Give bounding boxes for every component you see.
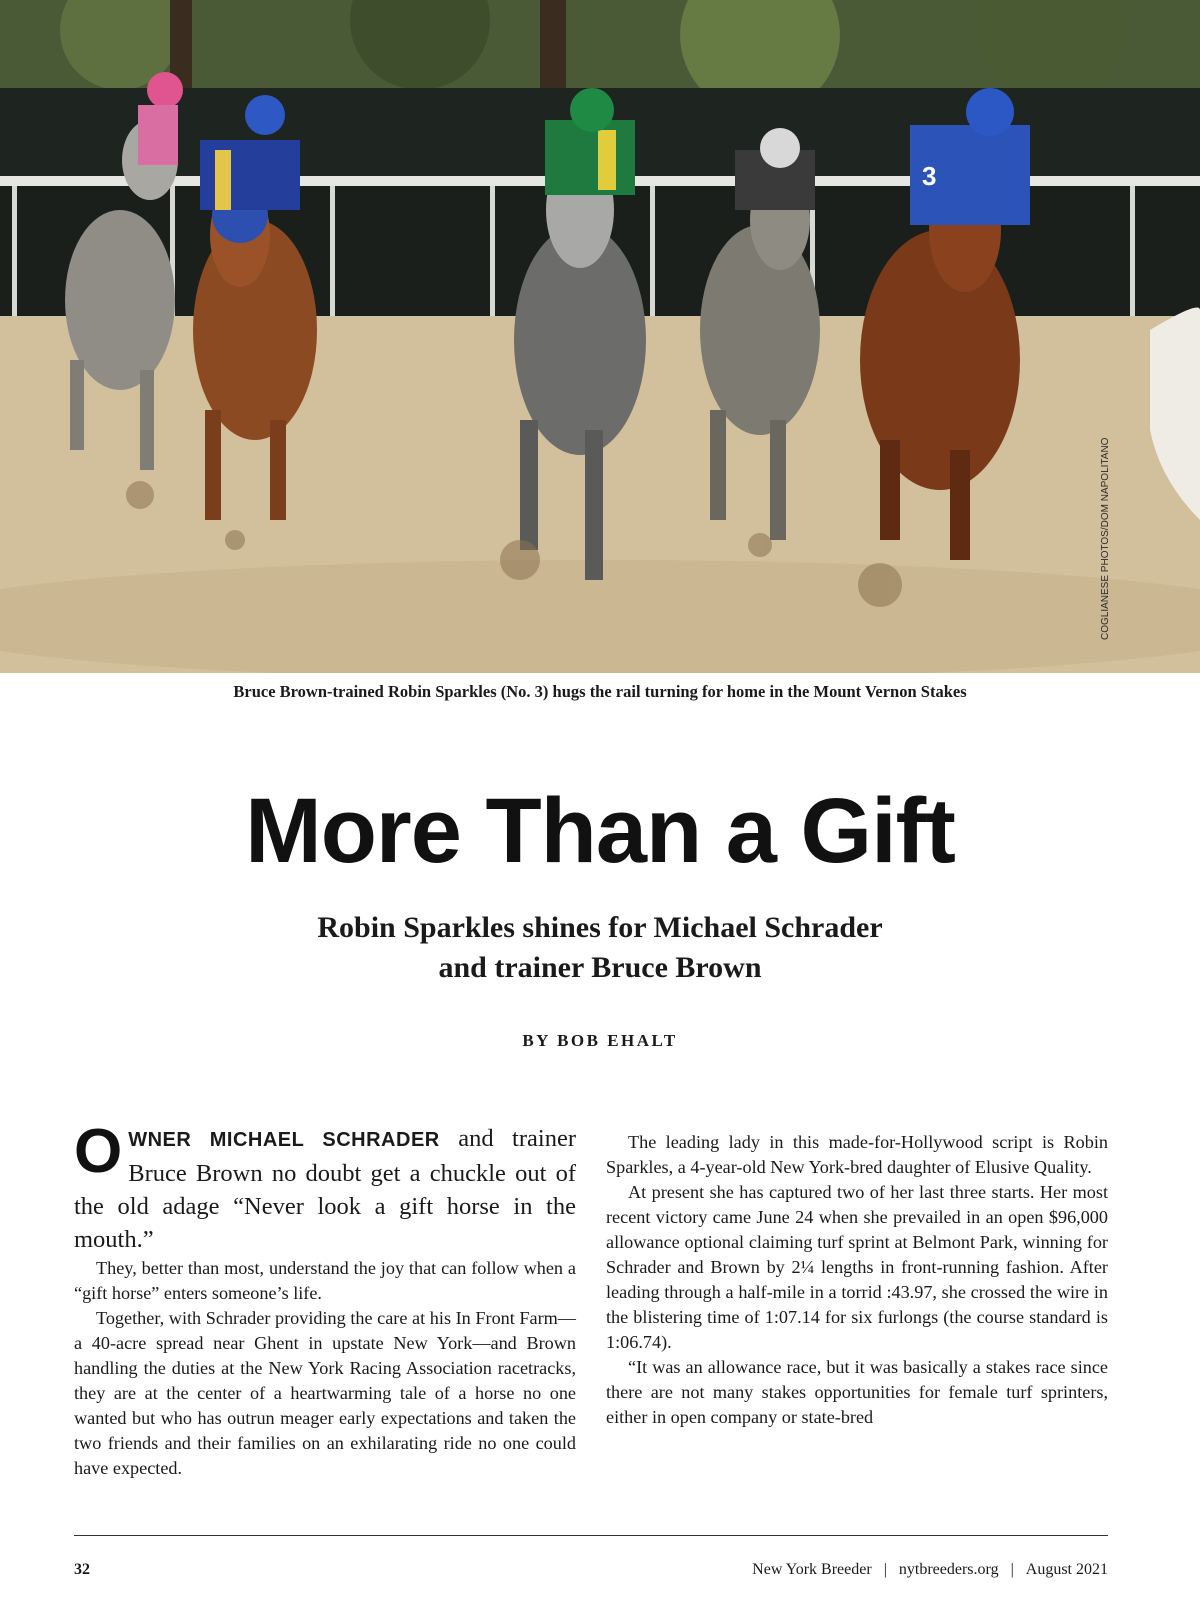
race-photo-illustration [0, 0, 1200, 673]
hero-photo [0, 0, 1200, 673]
article-column-left [74, 1117, 576, 1481]
lede-paragraph [74, 1117, 576, 1256]
footer-publication-info [752, 1561, 1108, 1579]
body-paragraph: “It was an allowance race, but it was basically a stakes race since there are not many stakes opportunities for female turf sprinters, either in open company or state-bred [606, 1357, 1108, 1427]
lede-text: and trainer Bruce Brown no doubt get a chuckle out of the old adage “Never look a gift horse in the mouth.” [74, 1125, 576, 1253]
body-paragraph: At present she has captured two of her last three starts. Her most recent victory came June 24 when she prevailed in an open $96,000 allowance optional claiming turf sprint at Belmont Park, winning for Schrader and Brown by 2¼ lengths in front-running fashion. After leading through a half-mile in a torrid :43.97, she crossed the wire in the blistering time of 1:07.14 for six furlongs (the course standard is 1:06.74). [606, 1182, 1108, 1352]
lede-small-caps: WNER MICHAEL SCHRADER [128, 1129, 440, 1151]
subtitle-line-1: Robin Sparkles shines for Michael Schrader [317, 911, 883, 944]
photo-credit [1100, 435, 1116, 640]
article-title: More Than a Gift [245, 780, 955, 882]
article-column-right [606, 1130, 1108, 1430]
byline: BY BOB EHALT [522, 1031, 678, 1050]
body-paragraph: They, better than most, understand the joy that can follow when a “gift horse” enters someone’s life. [74, 1258, 576, 1303]
article-subtitle [0, 908, 1200, 988]
footer-divider [74, 1535, 1108, 1536]
photo-caption: Bruce Brown-trained Robin Sparkles (No. 3) hugs the rail turning for home in the Mount Vernon Stakes [233, 682, 967, 701]
body-paragraph: The leading lady in this made-for-Hollywood script is Robin Sparkles, a 4-year-old New York-bred daughter of Elusive Quality. [606, 1132, 1108, 1177]
subtitle-line-2: and trainer Bruce Brown [438, 951, 762, 984]
publication-name: New York Breeder [752, 1561, 872, 1578]
footer-separator: | [1010, 1561, 1014, 1578]
svg-text:3: 3 [922, 161, 937, 191]
footer-separator: | [883, 1561, 887, 1578]
body-paragraph: Together, with Schrader providing the care at his In Front Farm—a 40-acre spread near Ghent in upstate New York—and Brown handling the duties at the New York Racing Association racetracks, they are at the center of a heartwarming tale of a horse no one wanted but who has outrun meager early expectations and taken the two friends and their families on an exhilarating ride no one could have expected. [74, 1308, 576, 1478]
issue-date: August 2021 [1025, 1561, 1108, 1578]
photo-credit-text: COGLIANESE PHOTOS/DOM NAPOLITANO [1100, 437, 1111, 640]
publication-website: nytbreeders.org [898, 1561, 999, 1578]
page-number: 32 [74, 1561, 90, 1578]
drop-cap: O [74, 1117, 123, 1186]
